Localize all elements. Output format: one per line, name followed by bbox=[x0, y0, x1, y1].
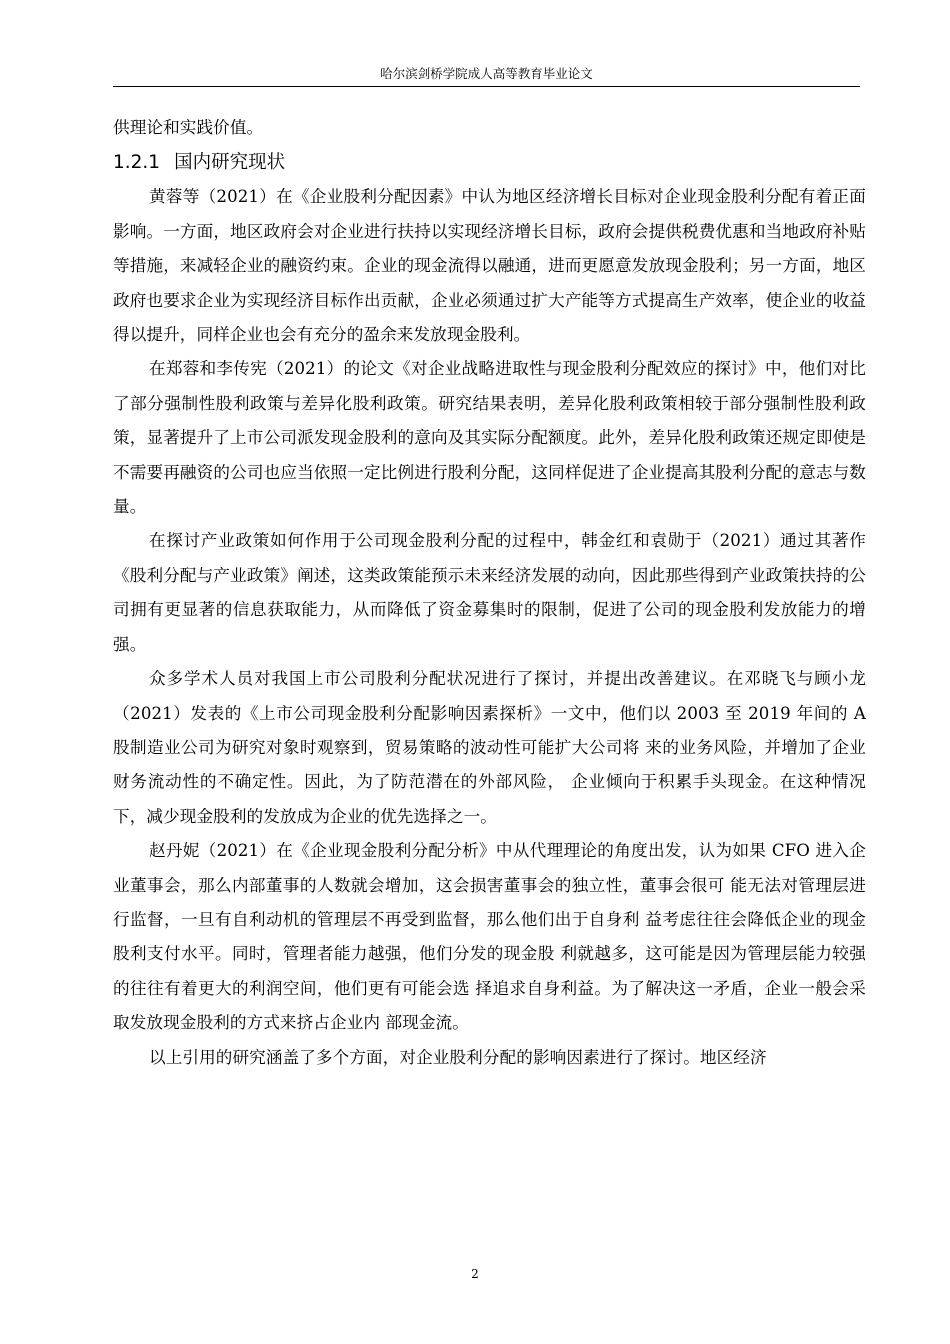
section-heading bbox=[113, 146, 866, 180]
paragraph-2: 在郑蓉和李传宪（2021）的论文《对企业战略进取性与现金股利分配效应的探讨》中，他们对比了部分强制性股利政策与差异化股利政策。研究结果表明，差异化股利政策相较于部分强制性股利政策，显著提升了上市公司派发现金股利的意向及其实际分配额度。此外，差异化股利政策还规定即使是不需要再融资的公司也应当依照一定比例进行股利分配，这同样促进了企业提高其股利分配的意志与数量。 bbox=[113, 359, 866, 517]
intro-line: 供理论和实践价值。 bbox=[113, 118, 264, 137]
document-body bbox=[113, 111, 866, 1075]
page-number: 2 bbox=[471, 1267, 479, 1281]
paragraph-1: 黄蓉等（2021）在《企业股利分配因素》中认为地区经济增长目标对企业现金股利分配有着正面影响。一方面，地区政府会对企业进行扶持以实现经济增长目标，政府会提供税费优惠和当地政府补贴等措施，来减轻企业的融资约束。企业的现金流得以融通，进而更愿意发放现金股利；另一方面，地区政府也要求企业为实现经济目标作出贡献，企业必须通过扩大产能等方式提高生产效率，使企业的收益得以提升，同样企业也会有充分的盈余来发放现金股利。 bbox=[113, 187, 866, 345]
section-title: 国内研究现状 bbox=[174, 152, 286, 174]
page-header: 哈尔滨剑桥学院成人高等教育毕业论文 bbox=[113, 66, 860, 87]
paragraph-3: 在探讨产业政策如何作用于公司现金股利分配的过程中，韩金红和袁勋于（2021）通过其著作《股利分配与产业政策》阐述，这类政策能预示未来经济发展的动向，因此那些得到产业政策扶持的公司拥有更显著的信息获取能力，从而降低了资金募集时的限制，促进了公司的现金股利发放能力的增强。 bbox=[113, 531, 866, 654]
paragraph-6: 以上引用的研究涵盖了多个方面，对企业股利分配的影响因素进行了探讨。地区经济 bbox=[149, 1047, 767, 1067]
section-number: 1.2.1 bbox=[113, 152, 161, 174]
paragraph-5: 赵丹妮（2021）在《企业现金股利分配分析》中从代理理论的角度出发，认为如果 CFO 进入企业董事会，那么内部董事的人数就会增加，这会损害董事会的独立性，董事会很可 能无法对管理层进行监督，一旦有自利动机的管理层不再受到监督，那么他们出于自身利 益考虑往往会降低企业的现金股利支付水平。同时，管理者能力越强，他们分发的现金股 利就越多，这可能是因为管理层能力较强的往往有着更大的利润空间，他们更有可能会选 择追求自身利益。为了解决这一矛盾，企业一般会采取发放现金股利的方式来挤占企业内 部现金流。 bbox=[113, 841, 866, 1033]
paragraph-4: 众多学术人员对我国上市公司股利分配状况进行了探讨，并提出改善建议。在邓晓飞与顾小龙（2021）发表的《上市公司现金股利分配影响因素探析》一文中，他们以 2003 至 2019 年间的 A 股制造业公司为研究对象时观察到，贸易策略的波动性可能扩大公司将 来的业务风险，并增加了企业财务流动性的不确定性。因此，为了防范潜在的外部风险， 企业倾向于积累手头现金。在这种情况下，减少现金股利的发放成为企业的优先选择之一。 bbox=[113, 669, 866, 826]
